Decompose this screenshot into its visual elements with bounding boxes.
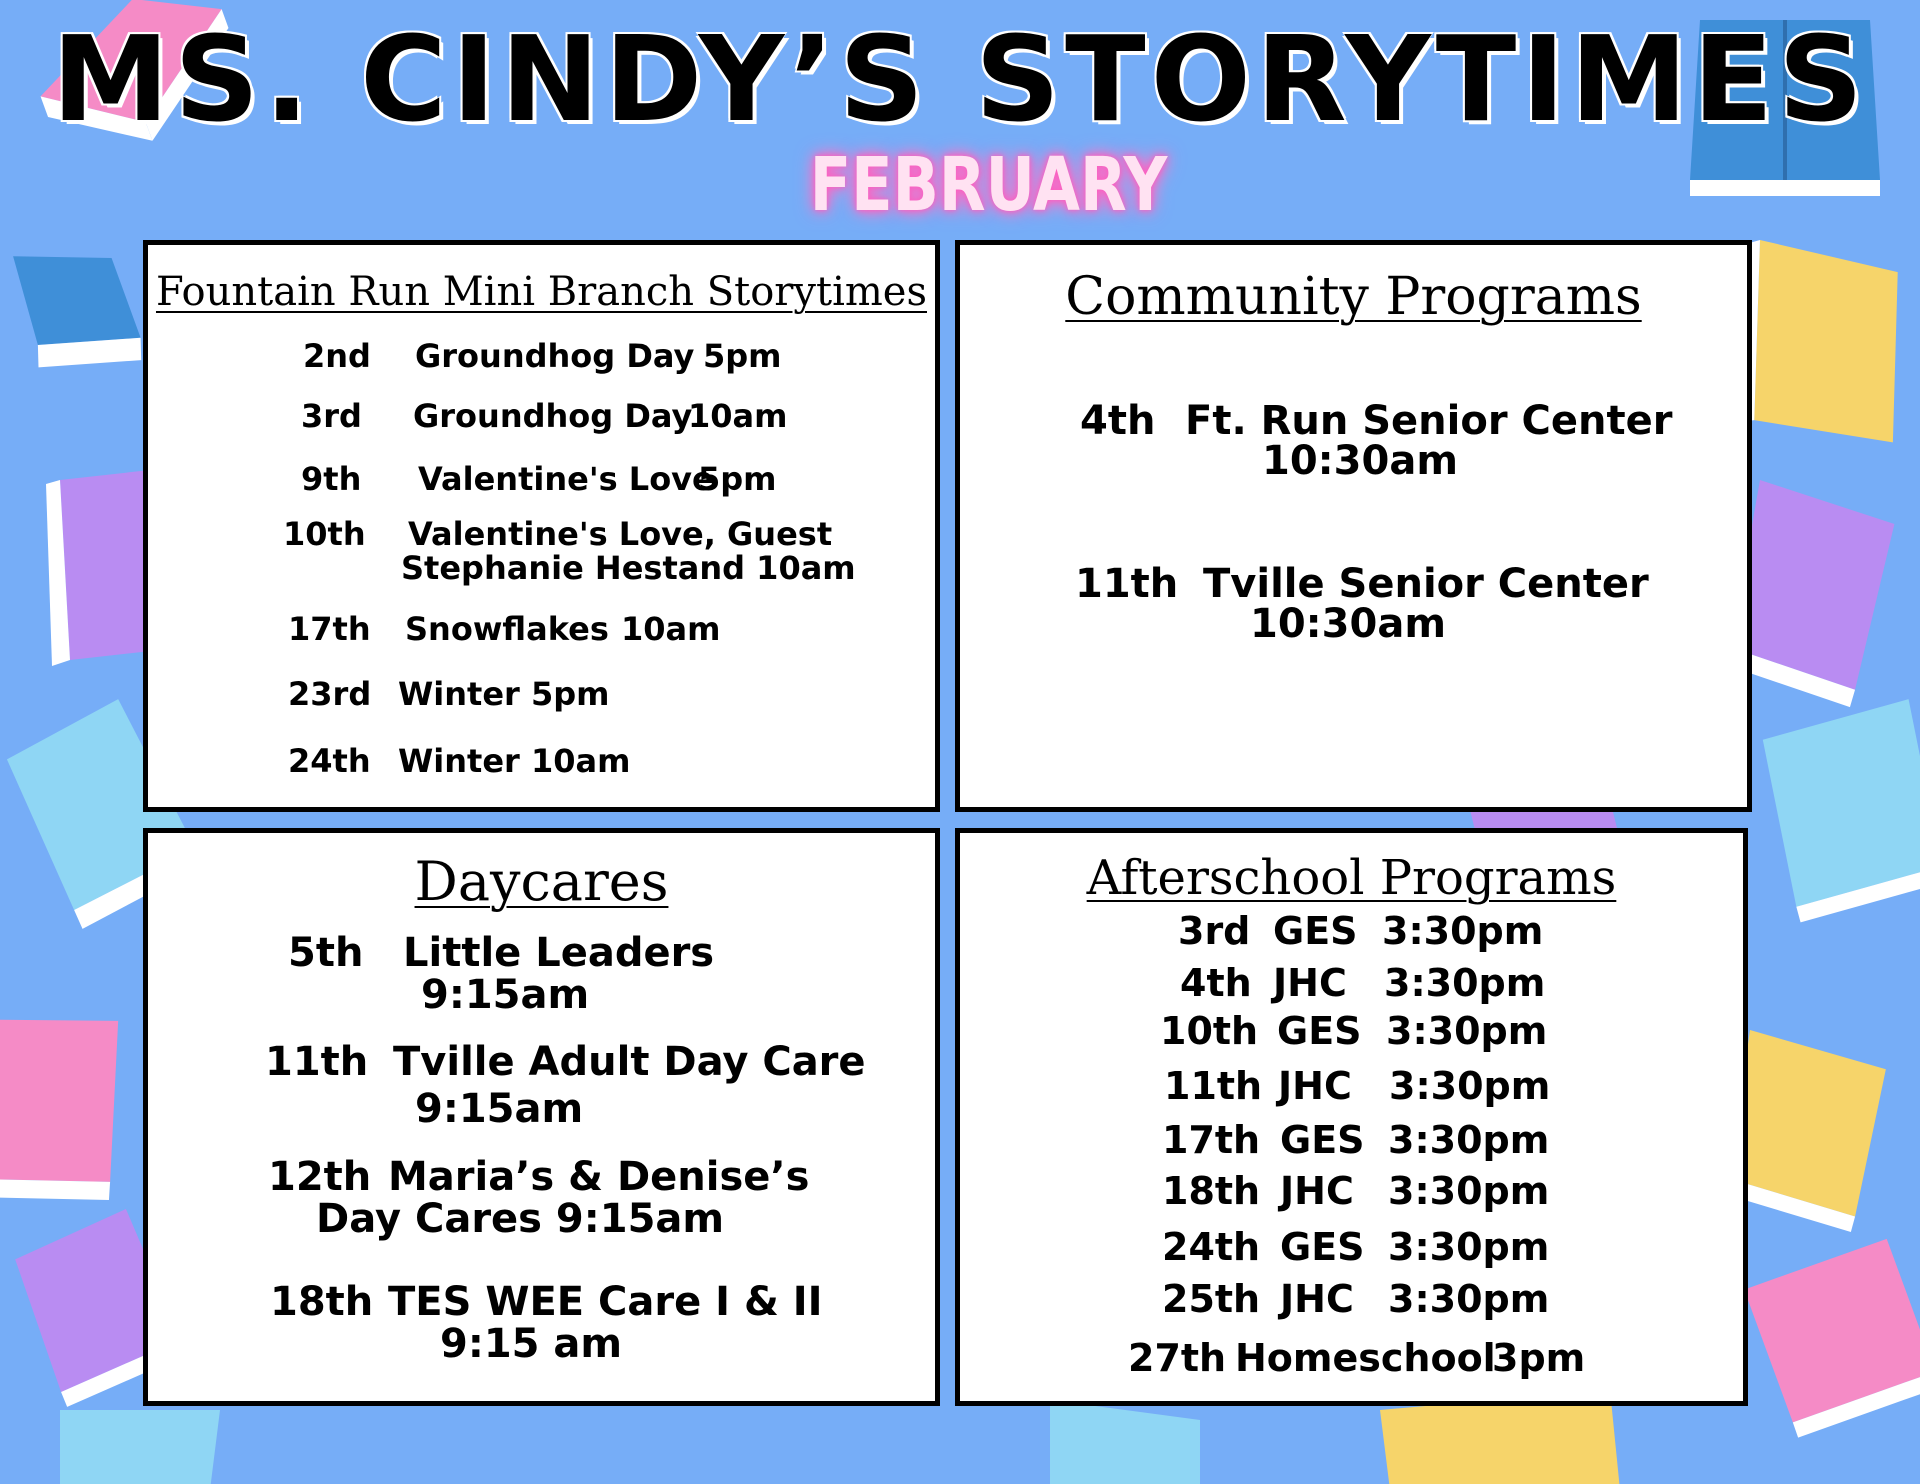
item-date: 27th bbox=[1128, 1336, 1227, 1380]
fountain-run-title: Fountain Run Mini Branch Storytimes bbox=[155, 269, 927, 315]
item-event: Maria’s & Denise’s bbox=[388, 1154, 810, 1200]
item-time: 3:30pm bbox=[1388, 1118, 1550, 1162]
item-time: 10am bbox=[688, 397, 788, 435]
daycares-panel bbox=[143, 828, 940, 1406]
item-event: Ft. Run Senior Center bbox=[1185, 398, 1673, 444]
item-event: Valentine's Love bbox=[418, 460, 714, 498]
item-time: 5pm bbox=[698, 460, 777, 498]
item-time: 9:15 am bbox=[440, 1321, 623, 1367]
daycares-title: Daycares bbox=[414, 850, 669, 913]
item-event: Groundhog Day bbox=[413, 397, 693, 435]
month-subtitle: FEBRUARY bbox=[809, 142, 1168, 228]
item-date: 10th bbox=[283, 515, 366, 553]
item-time: 3pm bbox=[1492, 1336, 1586, 1380]
page-title: MS. CINDY’S STORYTIMES bbox=[51, 10, 1869, 148]
afterschool-title: Afterschool Programs bbox=[1086, 850, 1617, 906]
item-time: 5pm bbox=[703, 337, 782, 375]
book-lightblue-right-icon bbox=[1760, 697, 1920, 924]
item-place: GES bbox=[1277, 1009, 1362, 1053]
item-place: JHC bbox=[1280, 1277, 1354, 1321]
book-pink-left-icon bbox=[0, 1000, 140, 1220]
item-date: 5th bbox=[288, 930, 364, 976]
item-event: TES WEE Care I & II bbox=[388, 1279, 823, 1325]
item-place: JHC bbox=[1278, 1064, 1352, 1108]
item-time: 3:30pm bbox=[1388, 1169, 1550, 1213]
item-date: 11th bbox=[1075, 561, 1179, 607]
item-event: Valentine's Love, Guest bbox=[408, 515, 833, 553]
item-place: GES bbox=[1280, 1225, 1365, 1269]
item-date: 3rd bbox=[1178, 909, 1251, 953]
item-event: Little Leaders bbox=[403, 930, 715, 976]
book-lightblue-bottom-mid-icon bbox=[1050, 1400, 1200, 1484]
item-date: 11th bbox=[1164, 1064, 1263, 1108]
item-place: JHC bbox=[1280, 1169, 1354, 1213]
book-yellow-right-icon bbox=[1728, 239, 1910, 443]
item-time: 3:30pm bbox=[1386, 1009, 1548, 1053]
item-event-line2: Stephanie Hestand 10am bbox=[401, 549, 856, 587]
community-panel bbox=[955, 240, 1752, 812]
item-event: Groundhog Day bbox=[415, 337, 695, 375]
item-time: 3:30pm bbox=[1384, 961, 1546, 1005]
item-date: 17th bbox=[1162, 1118, 1261, 1162]
item-time: 3:30pm bbox=[1388, 1225, 1550, 1269]
item-time: 3:30pm bbox=[1389, 1064, 1551, 1108]
item-date: 18th bbox=[1162, 1169, 1261, 1213]
item-event: Winter 10am bbox=[398, 742, 631, 780]
item-date: 11th bbox=[265, 1039, 369, 1085]
item-date: 12th bbox=[268, 1154, 372, 1200]
item-time: 9:15am bbox=[415, 1086, 584, 1132]
item-event: Tville Senior Center bbox=[1203, 561, 1649, 607]
book-lightblue-bottom-icon bbox=[60, 1410, 220, 1484]
item-date: 23rd bbox=[288, 675, 372, 713]
item-date: 4th bbox=[1180, 961, 1252, 1005]
item-date: 17th bbox=[288, 610, 371, 648]
item-place: GES bbox=[1273, 909, 1358, 953]
item-time: 10am bbox=[621, 610, 721, 648]
item-date: 24th bbox=[1162, 1225, 1261, 1269]
afterschool-panel bbox=[955, 828, 1748, 1406]
item-date: 24th bbox=[288, 742, 371, 780]
community-title: Community Programs bbox=[1065, 267, 1642, 327]
item-time: 10:30am bbox=[1250, 601, 1446, 647]
item-event: Snowflakes bbox=[405, 610, 609, 648]
item-date: 3rd bbox=[301, 397, 362, 435]
item-event: Winter 5pm bbox=[398, 675, 610, 713]
item-date: 25th bbox=[1162, 1277, 1261, 1321]
item-date: 18th bbox=[270, 1279, 374, 1325]
item-time: 3:30pm bbox=[1382, 909, 1544, 953]
item-place: GES bbox=[1280, 1118, 1365, 1162]
item-date: 2nd bbox=[303, 337, 371, 375]
item-time: 10:30am bbox=[1262, 438, 1458, 484]
item-event: Tville Adult Day Care bbox=[393, 1039, 866, 1085]
item-event-line2: Day Cares 9:15am bbox=[316, 1196, 725, 1242]
item-place: Homeschool bbox=[1235, 1336, 1496, 1380]
item-date: 9th bbox=[301, 460, 362, 498]
item-time: 9:15am bbox=[421, 972, 590, 1018]
item-date: 4th bbox=[1080, 398, 1156, 444]
item-place: JHC bbox=[1273, 961, 1347, 1005]
fountain-run-panel bbox=[143, 240, 940, 812]
book-pink-right-bottom-icon bbox=[1740, 1234, 1920, 1442]
item-time: 3:30pm bbox=[1388, 1277, 1550, 1321]
item-date: 10th bbox=[1160, 1009, 1259, 1053]
